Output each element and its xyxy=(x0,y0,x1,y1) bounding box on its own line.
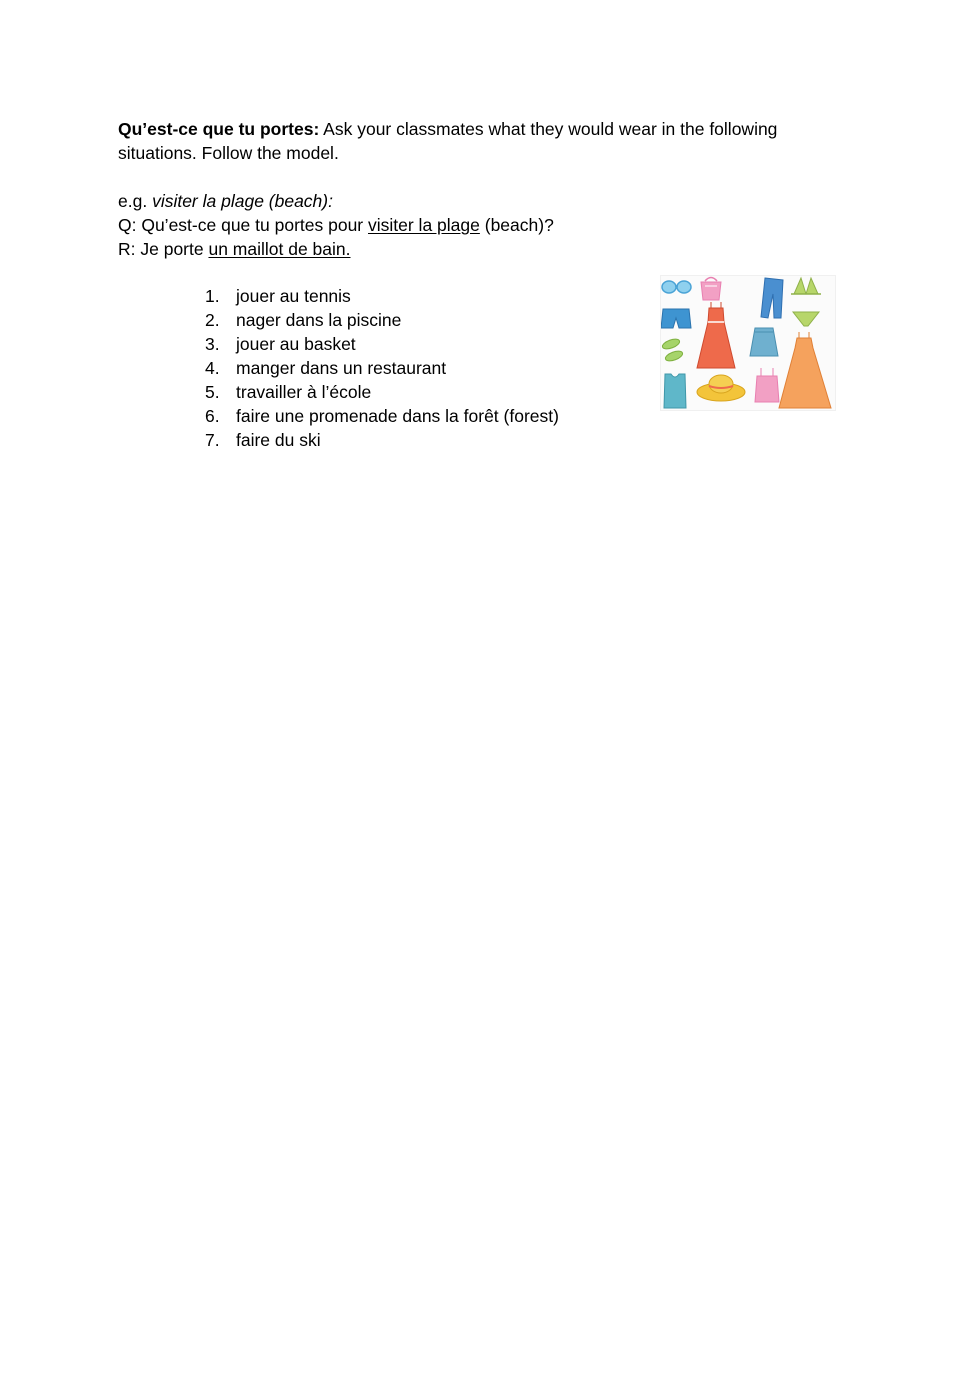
pink-camisole-icon xyxy=(755,368,779,402)
question-underlined: visiter la plage xyxy=(368,215,480,235)
item-text: jouer au basket xyxy=(236,334,356,354)
answer-underlined: un maillot de bain. xyxy=(208,239,351,259)
question-start: Q: Qu’est-ce que tu portes pour xyxy=(118,215,368,235)
item-number: 1. xyxy=(205,286,220,306)
bikini-bottom-icon xyxy=(793,312,819,326)
item-number: 7. xyxy=(205,430,220,450)
item-text: manger dans un restaurant xyxy=(236,358,447,378)
instructions-body: Ask your classmates what they would wear in the following situations. Follow the model. xyxy=(118,119,778,163)
list-item xyxy=(205,404,559,428)
item-text: nager dans la piscine xyxy=(236,310,402,330)
list-item xyxy=(205,308,559,332)
clothing-illustration-svg xyxy=(661,276,835,410)
sun-hat-icon xyxy=(697,375,745,401)
list-item xyxy=(205,380,559,404)
item-text: faire du ski xyxy=(236,430,321,450)
jeans-icon xyxy=(761,278,783,318)
orange-dress-icon xyxy=(779,332,831,408)
item-number: 6. xyxy=(205,406,220,426)
question-end: (beach)? xyxy=(479,215,554,235)
item-number: 4. xyxy=(205,358,220,378)
item-number: 2. xyxy=(205,310,220,330)
model-example xyxy=(118,189,838,261)
pink-bag-icon xyxy=(701,278,721,301)
example-answer xyxy=(118,237,838,261)
example-question xyxy=(118,213,838,237)
denim-skirt-icon xyxy=(750,328,778,356)
list-item xyxy=(205,332,559,356)
answer-start: R: Je porte xyxy=(118,239,209,259)
example-situation: visiter la plage (beach): xyxy=(152,191,333,211)
item-text: jouer au tennis xyxy=(236,286,351,306)
sunglasses-icon xyxy=(662,281,691,293)
flip-flops-icon xyxy=(661,337,684,363)
example-line xyxy=(118,189,838,213)
denim-shorts-icon xyxy=(661,309,691,328)
instructions xyxy=(118,117,838,165)
list-item xyxy=(205,284,559,308)
situations-list xyxy=(205,284,559,452)
tank-top-icon xyxy=(664,374,686,408)
example-prefix: e.g. xyxy=(118,191,153,211)
item-text: faire une promenade dans la forêt (forest) xyxy=(236,406,559,426)
red-dress-icon xyxy=(697,302,735,368)
list-item xyxy=(205,428,559,452)
list-item xyxy=(205,356,559,380)
item-number: 5. xyxy=(205,382,220,402)
bikini-top-icon xyxy=(791,278,821,294)
instructions-heading: Qu’est-ce que tu portes: xyxy=(118,119,320,139)
clothing-illustration xyxy=(660,275,836,411)
item-number: 3. xyxy=(205,334,220,354)
item-text: travailler à l’école xyxy=(236,382,372,402)
